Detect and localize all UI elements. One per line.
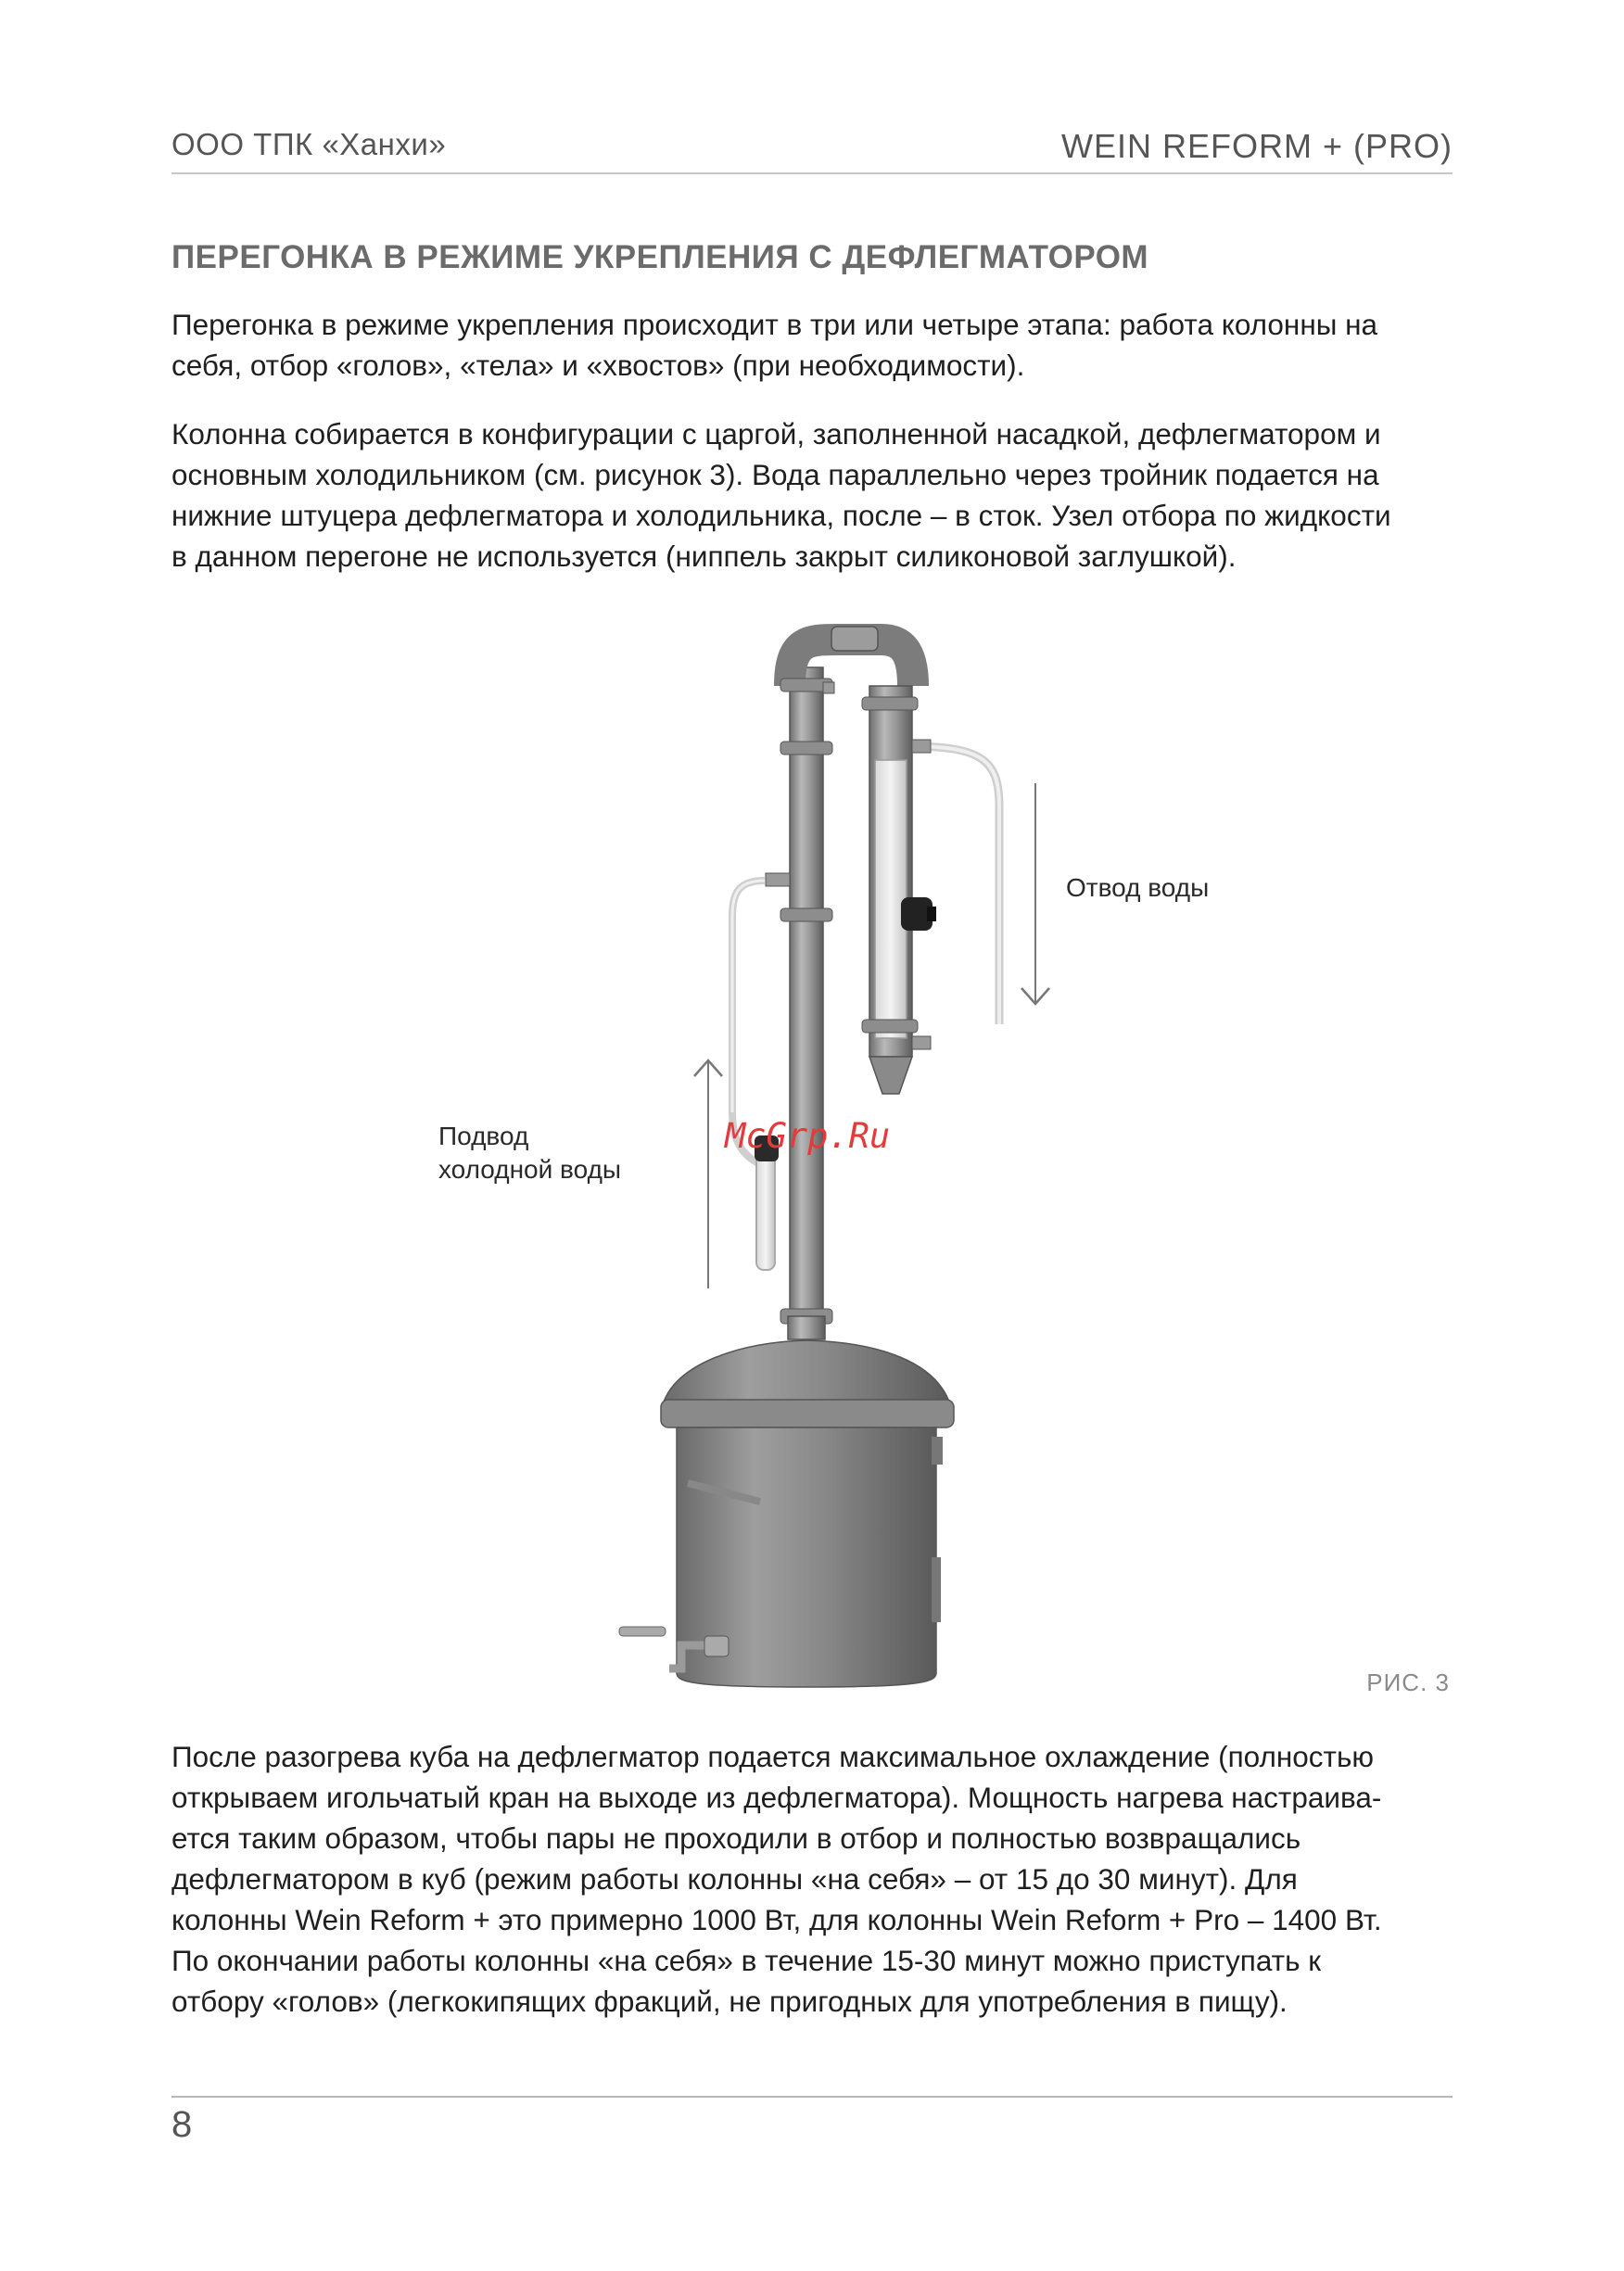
header-product: WEIN REFORM + (PRO) bbox=[1061, 127, 1453, 165]
watermark: McGrp.Ru bbox=[725, 1116, 891, 1156]
paragraph-line: открываем игольчатый кран на выходе из дефлегматора). Мощность нагрева настраива- bbox=[171, 1781, 1382, 1814]
paragraph-heating bbox=[171, 1736, 1453, 2022]
label-water-in-line2: холодной воды bbox=[438, 1155, 622, 1184]
paragraph-line: нижние штуцера дефлегматора и холодильника, после – в сток. Узел отбора по жидкости bbox=[171, 499, 1391, 532]
paragraph-line: колонны Wein Reform + это примерно 1000 Вт, для колонны Wein Reform + Pro – 1400 Вт. bbox=[171, 1903, 1382, 1936]
paragraph-line: отбору «голов» (легкокипящих фракций, не пригодных для употребления в пищу). bbox=[171, 1985, 1288, 2018]
paragraph-line: После разогрева куба на дефлегматор подается максимальное охлаждение (полностью bbox=[171, 1740, 1375, 1773]
paragraph-line: Колонна собирается в конфигурации с царгой, заполненной насадкой, дефлегматором и bbox=[171, 417, 1381, 450]
water-out-arrow bbox=[1021, 783, 1049, 1004]
header-company: ООО ТПК «Ханхи» bbox=[171, 127, 447, 161]
label-water-out: Отвод воды bbox=[1066, 873, 1210, 902]
section-title: ПЕРЕГОНКА В РЕЖИМЕ УКРЕПЛЕНИЯ С ДЕФЛЕГМАТОРОМ bbox=[171, 239, 1149, 275]
page-number: 8 bbox=[171, 2104, 193, 2145]
figure-caption: РИС. 3 bbox=[1366, 1668, 1450, 1696]
paragraph-line: себя, отбор «голов», «тела» и «хвостов» (при необходимости). bbox=[171, 349, 1025, 382]
footer-divider bbox=[171, 2096, 1453, 2098]
paragraph-line: По окончании работы колонны «на себя» в течение 15-30 минут можно приступать к bbox=[171, 1944, 1322, 1977]
paragraph-line: основным холодильником (см. рисунок 3). Вода параллельно через тройник подается на bbox=[171, 458, 1379, 491]
paragraph-line: дефлегматором в куб (режим работы колонны «на себя» – от 15 до 30 минут). Для bbox=[171, 1862, 1298, 1896]
label-water-in bbox=[438, 1120, 621, 1186]
paragraph-line: в данном перегоне не используется (ниппель закрыт силиконовой заглушкой). bbox=[171, 539, 1237, 573]
paragraph-line: ется таким образом, чтобы пары не проходили в отбор и полностью возвращались bbox=[171, 1821, 1301, 1855]
water-in-arrow bbox=[694, 1060, 722, 1288]
label-water-in-line1: Подвод bbox=[438, 1122, 529, 1150]
paragraph-line: Перегонка в режиме укрепления происходит в три или четыре этапа: работа колонны на bbox=[171, 308, 1378, 341]
column-apparatus bbox=[619, 627, 999, 1687]
